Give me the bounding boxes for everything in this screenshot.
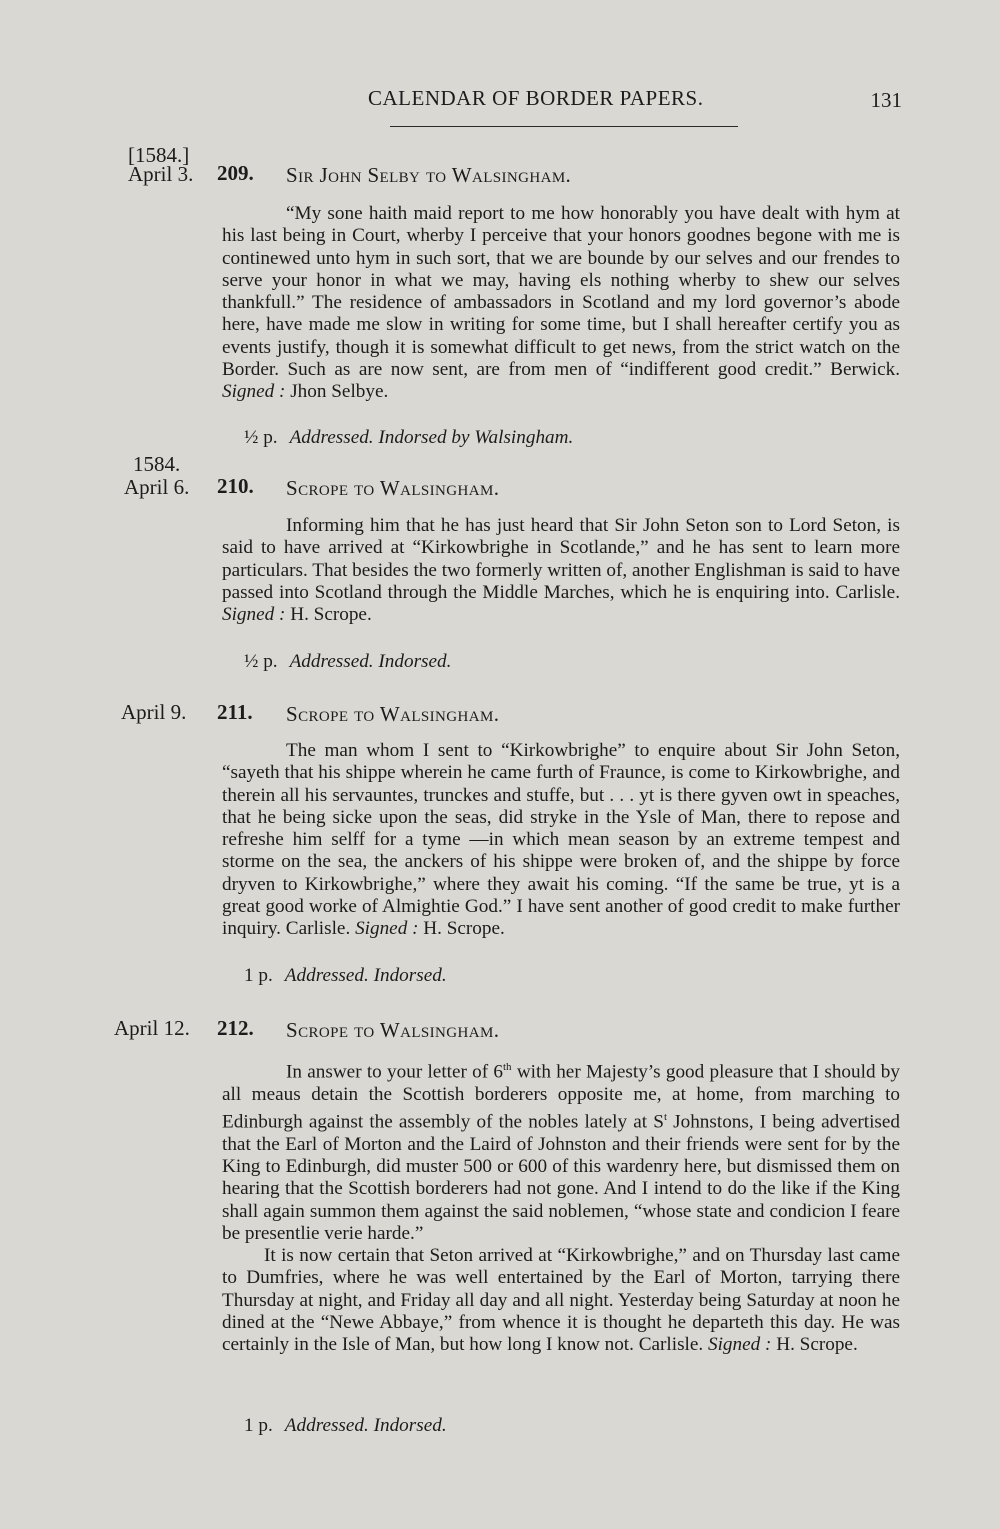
entry-209-note: Addressed. Indorsed by Walsingham. xyxy=(289,427,574,448)
entry-211-size: 1 p. xyxy=(244,965,273,986)
entry-209-text: “My sone haith maid report to me how honorably you have dealt with hym at his last being in Court, wherby I perceive that your honors goodnes begone with me is continewed unto hym in such sort, that we are bounde by our selves and our frendes to serve your honor in what we may, having els nothing wherby to shew our selves thankfull.” The residence of ambassadors in Scotland and my lord governor’s abode here, have made me slow in writing for some time, but I shall hereafter certify you as events justify, though it is somewhat difficult to get news, from the strict watch on the Border. Such as are now sent, are from men of “indifferent good credit.” Berwick. xyxy=(222,203,900,381)
entry-210-meta xyxy=(244,651,451,673)
entry-212-text-c: Johnstons, I being advertised that the Earl of Morton and the Laird of Johnston and their friends were sent for by the King to Edinburgh, did muster 500 or 600 of this wardenry here, but dismissed them on hearing that the Scottish borderers had not gone. And I intend to do the like if the King shall again summon them against the said noblemen, “whose state and condicion I feare be presentlie verie harde.” xyxy=(222,1111,900,1244)
entry-212-text-2: It is now certain that Seton arrived at “Kirkowbrighe,” and on Thursday last came to Dumfries, where he was well entertained by the Earl of Morton, tarrying there Thursday at night, and Friday all day and all night. Yesterday being Saturday at noon he dined at the “Newe Abbaye,” from whence it is thought he departeth this day. He was certainly in the Isle of Man, but how long I know not. Carlisle. xyxy=(222,1245,900,1356)
entry-210-text: Informing him that he has just heard that Sir John Seton son to Lord Seton, is said to have arrived at “Kirkowbrighe in Scotlande,” and he has sent to learn more particulars. That besides the two formerly written of, another Englishman is said to have passed into Scotland through the Middle Marches, which he is enquiring into. Carlisle. xyxy=(222,515,900,603)
entry-209-title: Sir John Selby to Walsingham. xyxy=(286,163,572,187)
entry-209-meta xyxy=(244,427,573,449)
entry-212-body xyxy=(222,1056,900,1357)
entry-212-note: Addressed. Indorsed. xyxy=(284,1415,447,1436)
entry-209-number: 209. xyxy=(217,161,254,185)
entry-212-text-b: with her Majesty’s good pleasure that I should by all meaus detain the Scottish borderers opposite me, at home, from marching to Edinburgh against the assembly of the nobles lately at S xyxy=(222,1061,900,1133)
entry-209-year: [1584.] xyxy=(128,143,190,167)
entry-212-text-a: In answer to your letter of 6 xyxy=(286,1061,503,1083)
entry-212-number: 212. xyxy=(217,1016,254,1040)
page-number: 131 xyxy=(870,88,902,112)
entry-212-signed-name: H. Scrope. xyxy=(776,1334,858,1356)
entry-210-date: April 6. xyxy=(124,475,190,499)
entry-211-date: April 9. xyxy=(121,700,187,724)
entry-211-meta xyxy=(244,965,447,987)
entry-212-sup-th: th xyxy=(503,1061,512,1073)
entry-211-body xyxy=(222,740,900,941)
entry-212-date: April 12. xyxy=(114,1016,190,1040)
entry-211-note: Addressed. Indorsed. xyxy=(284,965,447,986)
entry-211-signed-name: H. Scrope. xyxy=(423,918,505,940)
entry-211-title: Scrope to Walsingham. xyxy=(286,702,500,726)
entry-210-number: 210. xyxy=(217,474,254,498)
entry-210-signed-label: Signed : xyxy=(222,604,286,626)
entry-209-body xyxy=(222,203,900,404)
header-rule xyxy=(390,126,738,127)
entry-210-year: 1584. xyxy=(133,452,181,476)
entry-212-size: 1 p. xyxy=(244,1415,273,1436)
entry-209-signed-label: Signed : xyxy=(222,381,286,403)
entry-211-text: The man whom I sent to “Kirkowbrighe” to enquire about Sir John Seton, “sayeth that his shippe wherein he came furth of Fraunce, is come to Kirkowbrighe, and therein all his servauntes, trunckes and stuffe, but . . . yt is there gyven owt in speaches, that he being sicke upon the seas, did stryke in the Ysle of Man, there to repose and refreshe him selff for a tyme —in which mean season by an extreme tempest and storme on the sea, the anckers of his shippe were broken of, and the shippe by force dryven to Kirkowbrighe,” where they await his coming. “If the same be true, yt is a great good worke of Almightie God.” I have sent another of good credit to make further inquiry. Carlisle. xyxy=(222,740,900,940)
entry-210-note: Addressed. Indorsed. xyxy=(289,651,452,672)
entry-212-sup-t: t xyxy=(663,1110,667,1123)
entry-210-signed-name: H. Scrope. xyxy=(290,604,372,626)
entry-210-body xyxy=(222,515,900,626)
entry-209-date: April 3. xyxy=(128,162,194,186)
entry-211-number: 211. xyxy=(217,700,253,724)
entry-209-signed-name: Jhon Selbye. xyxy=(290,381,389,403)
running-header-title: CALENDAR OF BORDER PAPERS. xyxy=(368,86,704,110)
entry-210-title: Scrope to Walsingham. xyxy=(286,476,500,500)
entry-212-title: Scrope to Walsingham. xyxy=(286,1018,500,1042)
entry-212-signed-label: Signed : xyxy=(708,1334,772,1356)
entry-210-size: ½ p. xyxy=(244,651,278,672)
entry-211-signed-label: Signed : xyxy=(355,918,419,940)
entry-212-meta xyxy=(244,1415,447,1437)
entry-209-size: ½ p. xyxy=(244,427,278,448)
